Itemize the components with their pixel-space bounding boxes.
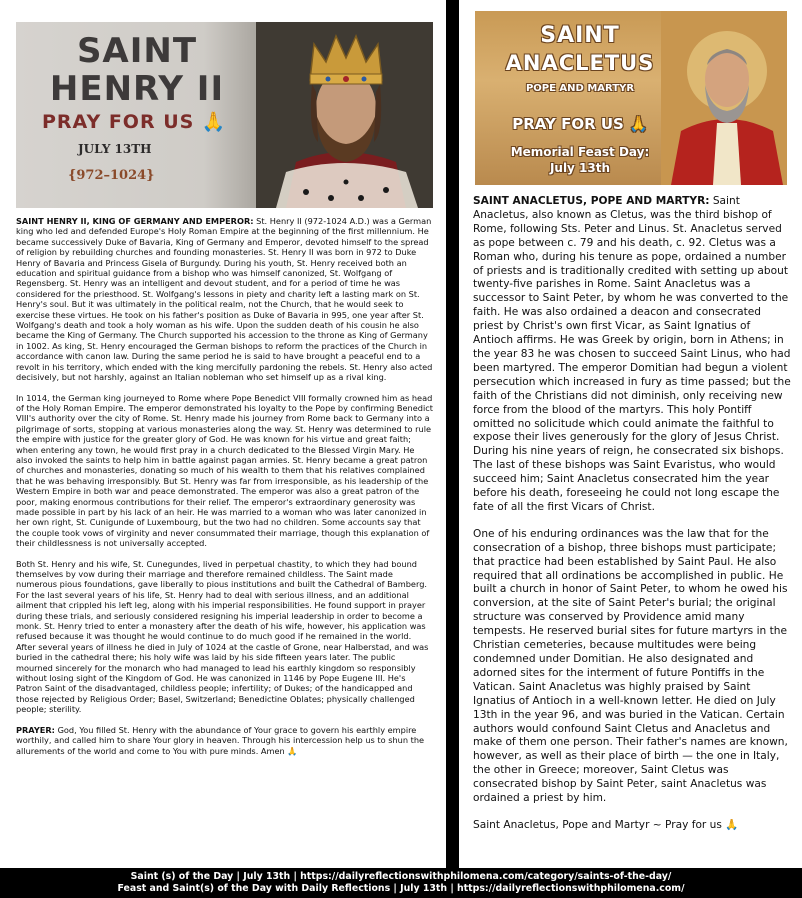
banner-title: SAINT HENRY II [49, 31, 225, 109]
banner-years: {972–1024} [68, 168, 155, 183]
banner-pray: PRAY FOR US 🙏 [42, 111, 227, 133]
prayer: PRAYER: God, You filled St. Henry with the abundance of Your grace to govern his earthly empire worthily, and called him to share Your glory in heaven. Through his intercession help us to shun the allurements of the world and come to You with pure minds. Amen 🙏 [16, 724, 425, 756]
saint-henry-text [16, 216, 433, 766]
section-heading: SAINT ANACLETUS, POPE AND MARTYR: [473, 195, 710, 207]
footer-line-1: Saint (s) of the Day | July 13th | https://dailyreflectionswithphilomena.com/category/saints-of-the-day/ [130, 871, 672, 882]
banner-pray: PRAY FOR US 🙏 [512, 115, 648, 133]
banner-date: July 13th [549, 161, 611, 175]
saint-anacletus-text [473, 195, 791, 846]
paragraph: In 1014, the German king journeyed to Rome where Pope Benedict VIII formally crowned him as head of the Holy Roman Empire. The emperor demonstrated his loyalty to the Pope by confirming Benedict VIII's authority over the city of Rome. St. Henry made his journey from Rome back to Germany into a pilgrimage of sorts, stopping at various monasteries along the way. St. Henry was determined to rule the empire with justice for the greater glory of God. He was known for his virtue and great faith; when entering any town, he would first pray in a church dedicated to the Blessed Virgin Mary. He also invoked the saints to help him in battle against pagan armies. St. Henry became a great patron of churches and monasteries, donating so much of his wealth to them that his relatives complained that he was behaving irresponsibly. But St. Henry was far from irresponsible, as his leadership of the Western Empire in both war and peace demonstrated. The emperor was also a great patron of the poor, making enormous contributions for their relief. The emperor's extraordinary generosity was made possible in part by his lack of an heir. He was married to a woman who was later canonized in her own right, St. Cunigunde of Luxembourg, but the two had no children. Some accounts say that the couple took vows of virginity and never consummated their marriage, though this explanation of their childlessness is not universally accepted. [16, 392, 433, 549]
banner-name: ANACLETUS [505, 51, 655, 75]
banner-subtitle: POPE AND MARTYR [525, 83, 635, 94]
paragraph: SAINT HENRY II, KING OF GERMANY AND EMPEROR: St. Henry II (972-1024 A.D.) was a German king who led and defended Europe's Holy Roman Empire at the beginning of the first millennium. He became successively Duke of Bavaria, King of Germany and Emperor, devoted himself to the spread of religion by rebuilding churches and founding monasteries. St. Henry II was born in 972 to Duke Henry of Bavaria and Princess Gisela of Burgundy. During his youth, St. Henry received both an education and spiritual guidance from a bishop who was himself canonized, St. Wolfgang of Regensberg. St. Henry was an intelligent and devout student, and for a period of time he was considered for the priesthood. St. Wolfgang's lessons in piety and charity left a lasting mark on St. Henry's soul. But it was ultimately in the political realm, not the Church, that he would seek to exercise these virtues. He took on his father's position as Duke of Bavaria in 995, one year after St. Wolfgang's death and took a holy woman as his wife. Upon the sudden death of his cousin he also became the King of Germany. The Church supported his accession to the throne as King of Germany in 1002. As king, St. Henry encouraged the German bishops to reform the practices of the Church in accordance with canon law. During the same period he is said to have brought a peaceful end to a revolt in his territory, which ended with the king mercifully pardoning the rebels. St. Henry also acted decisively, but not harshly, against an Italian nobleman who set himself up as a rival king. [16, 216, 433, 383]
saint-henry-portrait [256, 22, 433, 208]
paragraph: Both St. Henry and his wife, St. Cunegundes, lived in perpetual chastity, to which they had bound themselves by vow during their marriage and therefore remained childless. The Saint made numerous pious foundations, gave liberally to pious institutions and built the Cathedral of Bamberg. For the last several years of his life, St. Henry had to deal with serious illness, and an additional ailment that crippled his left leg, along with his imperial responsibilities. He found support in prayer during these trials, and seriously considered resigning his imperial leadership in order to become a monk. St. Henry tried to enter a monastery after the death of his wife, however, his application was refused because it was thought he would continue to do much good if he remained in the world. After several years of illness he died in July of 1024 at the castle of Grone, near Halberstad, and was buried in the cathedral there; his holy wife was laid by his side fifteen years later. The public mourned sincerely for the monarch who had managed to lead his earthly kingdom so responsibly without losing sight of the Kingdom of God. He was canonized in 1146 by Pope Eugene III. He's Patron Saint of the disadvantaged, childless people; infertility; of Dukes; of the handicapped and those rejected by Religious Order; Basel, Switzerland; Benedictine Oblates; physically challenged people; sterility. [16, 558, 429, 715]
saint-anacletus-portrait [661, 11, 787, 185]
closing-line: Saint Anacletus, Pope and Martyr ~ Pray for us 🙏 [473, 818, 739, 831]
saint-anacletus-banner [475, 11, 787, 185]
banner-date: JULY 13TH [78, 142, 152, 156]
paragraph: One of his enduring ordinances was the law that for the consecration of a bishop, three bishops must participate; that practice had been established by Saint Paul. He also required that all ordinations be accomplished in public. He built a church in honor of Saint Peter, to whom he owed his conversion, at the site of Saint Peter's burial; the original structure was conserved by Providence amid many tempests. He reserved burial sites for future martyrs in the Christian cemeteries, because multitudes were being condemned under Domitian. He also designated and adorned sites for the interment of future Pontiffs in the Vatican. Saint Anacletus was highly praised by Saint Ignatius of Antioch in a well-known letter. He died on July 13th in the year 96, and was buried in the Vatican. Certain authors would confound Saint Cletus and Anacletus and make of them one person. Their father's names are known, however, as well as their place of birth — the one in Italy, the other in Greece; moreover, Saint Cletus was consecrated bishop by Saint Peter, saint Anacletus was ordained a priest by him. [473, 527, 788, 805]
footer [0, 868, 802, 898]
banner-saint: SAINT [540, 23, 620, 48]
banner-memorial: Memorial Feast Day: [510, 145, 650, 159]
prayer-label: PRAYER: [16, 724, 55, 735]
paragraph: SAINT ANACLETUS, POPE AND MARTYR: Saint Anacletus, also known as Cletus, was the third bishop of Rome, following Sts. Peter and Linus. St. Anacletus served as pope between c. 79 and his death, c. 92. Cletus was a Roman who, during his tenure as pope, ordained a number of priests and is traditionally credited with setting up about twenty-five parishes in Rome. Saint Anacletus was a successor to Saint Peter, by whom he was converted to the faith. He was also ordained a deacon and consecrated priest by Christ's own first Vicar, as Saint Ignatius of Antioch affirms. He was Greek by origin, born in Athens; in the year 83 he was chosen to succeed Saint Linus, who had been martyred. The emperor Domitian had begun a violent persecution which increased in fury as time passed; but the faith of the Christians did not diminish, only receiving new force from the blood of the martyrs. This holy Pontiff omitted no solicitude which could animate the faithful to expose their lives generously for the glory of Jesus Christ. During his nine years of reign, he consecrated six bishops. The last of these bishops was Saint Evaristus, who would succeed him; Saint Anacletus consecrated him the year before his death, foreseeing he could not long escape the fate of all the first Vicars of Christ. [473, 195, 791, 513]
saint-henry-banner [16, 22, 433, 208]
right-column [459, 0, 802, 868]
section-heading: SAINT HENRY II, KING OF GERMANY AND EMPEROR: [16, 216, 254, 226]
footer-line-2: Feast and Saint(s) of the Day with Daily Reflections | July 13th | https://dailyreflectionswithphilomena.com/ [117, 883, 685, 894]
